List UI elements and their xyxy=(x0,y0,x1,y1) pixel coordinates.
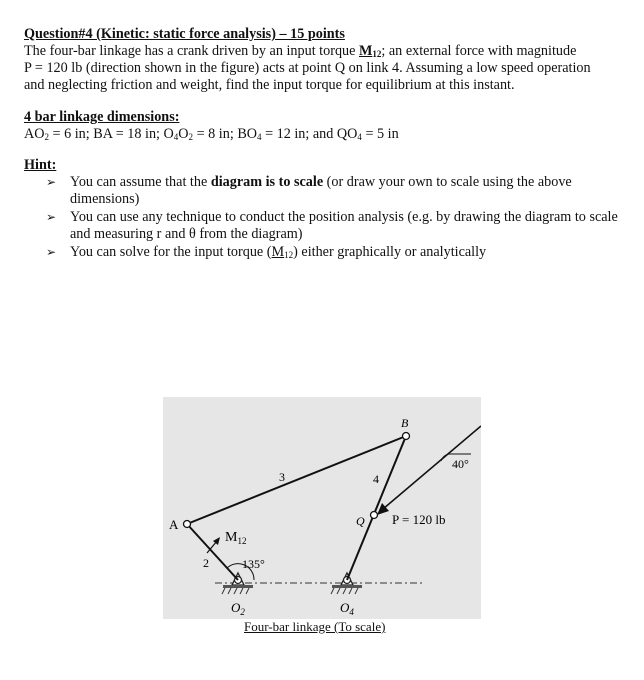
joint-a xyxy=(184,521,191,528)
label-link-2: 2 xyxy=(203,556,209,570)
label-q: Q xyxy=(356,514,365,528)
point-q xyxy=(371,512,378,519)
label-o2: $O_2$ xyxy=(231,600,245,617)
hint-heading: Hint: xyxy=(24,157,57,173)
joint-b xyxy=(403,433,410,440)
arrow-bullet-icon: ➢ xyxy=(46,245,57,259)
label-force-angle: 40° xyxy=(452,457,469,471)
figure-caption: Four-bar linkage (To scale) xyxy=(244,619,386,634)
label-b: B xyxy=(401,416,409,430)
label-torque: $M_{12}$ xyxy=(225,530,247,546)
torque-symbol: $M_{12}$ xyxy=(358,43,382,59)
four-bar-linkage-figure xyxy=(163,397,481,619)
question-title: Question#4 (Kinetic: static force analysis) – 15 points xyxy=(24,26,345,42)
hint-item: ➢ You can solve for the input torque $(M_{12})$ either graphically or analytically xyxy=(46,244,487,260)
label-a: A xyxy=(169,517,179,532)
arrow-bullet-icon: ➢ xyxy=(46,175,57,189)
label-o4: $O_4$ xyxy=(340,600,354,617)
link-4-rocker xyxy=(347,436,406,580)
dimensions-list: $AO_2 = 6$ in; BA = 18 in; $O_4O_2 = 8$ in; $BO_4 = 12$ in; and $QO_4 = 5$ in xyxy=(24,126,399,142)
label-link-4: 4 xyxy=(373,472,379,486)
arrow-bullet-icon: ➢ xyxy=(46,210,57,224)
label-crank-angle: 135° xyxy=(242,557,265,571)
question-document xyxy=(24,26,624,262)
hint-item: ➢ You can assume that the diagram is to scale (or draw your own to scale using the above dimensions) xyxy=(46,174,572,207)
hint-list xyxy=(24,174,624,261)
linkage-diagram xyxy=(163,397,481,619)
label-link-3: 3 xyxy=(279,470,285,484)
label-force-p: P = 120 lb xyxy=(392,512,446,527)
dimensions-heading: 4 bar linkage dimensions: xyxy=(24,109,180,125)
question-statement: The four-bar linkage has a crank driven by an input torque $M_{12}$; an external force with magnitude P = 120 lb (direction shown in the figure) acts at point Q on link 4. Assuming a low speed operation and neglecting friction and weight, find the input torque for equilibrium at this instant. xyxy=(24,43,591,93)
hint-item: ➢ You can use any technique to conduct the position analysis (e.g. by drawing the diagram to scale and measuring r and θ from the diagram) xyxy=(46,209,618,242)
